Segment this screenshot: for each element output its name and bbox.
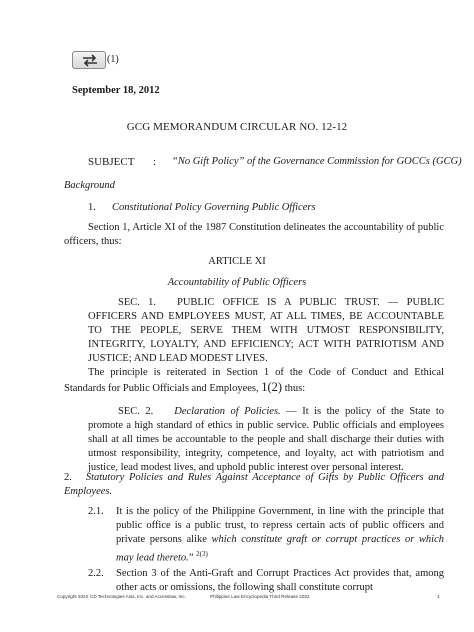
item-2-1-number: 2.1. (88, 506, 104, 517)
footnote-link-2[interactable]: 1(2) (261, 380, 283, 394)
item-2-2 (88, 567, 444, 595)
paragraph-2-tail: thus: (282, 383, 306, 394)
footnote-link-3[interactable]: 2(3) (196, 550, 208, 558)
article-subheading: Accountability of Public Officers (167, 277, 307, 288)
sec-2-quote (88, 405, 444, 475)
footer-page-number: 1 (437, 594, 440, 599)
paragraph-2 (64, 366, 444, 396)
swap-button[interactable] (72, 51, 106, 69)
section-1-number: 1. (88, 202, 96, 213)
article-heading: ARTICLE XI (208, 256, 266, 267)
footer-release: Philippine Law Encyclopedia Third Release 2022 (210, 594, 310, 599)
sec-2-title: Declaration of Policies. (174, 406, 281, 417)
subject-label: SUBJECT (88, 156, 135, 168)
item-2-1-body: It is the policy of the Philippine Government, in line with the principle that public office is a public trust, to repress certain acts of public officers and private persons alike (116, 506, 444, 545)
footnote-ref[interactable]: (1) (107, 54, 119, 65)
item-2-2-number: 2.2. (88, 568, 104, 579)
footer-copyright: Copyright 2022 (57, 594, 89, 599)
sec-2-lead: SEC. 2. (118, 406, 175, 417)
paragraph-1: Section 1, Article XI of the 1987 Constitution delineates the accountability of public officers, thus: (64, 222, 444, 247)
memo-title: GCG MEMORANDUM CIRCULAR NO. 12-12 (126, 121, 348, 133)
item-2-1-italic: which constitute graft or corrupt practices or which may lead thereto. (116, 534, 444, 564)
section-2-number: 2. (64, 472, 72, 483)
item-2-1-close-quote: ” (188, 552, 194, 564)
sec-2-body: — It is the policy of the State to promote a high standard of ethics in public service. Public officials and employees shall at all times be accountable to the people and shall discharge their duties with utmost responsibility, integrity, competence, and loyalty, act with patriotism and justice, lead modest lives, and uphold public interest over personal interest. (88, 406, 445, 473)
subject-text: “No Gift Policy” of the Governance Commission for GOCCs (GCG) (172, 156, 462, 167)
swap-arrows-icon (81, 54, 99, 67)
section-2-title: Statutory Policies and Rules Against Acceptance of Gifts by Public Officers and Employees. (64, 472, 444, 497)
paragraph-2-text: The principle is reiterated in Section 1 of the Code of Conduct and Ethical Standards for Public Officials and Employees, (64, 367, 444, 394)
section-1-title: Constitutional Policy Governing Public Officers (112, 202, 316, 213)
sec-1-quote: SEC. 1. PUBLIC OFFICE IS A PUBLIC TRUST. — PUBLIC OFFICERS AND EMPLOYEES MUST, AT ALL TIMES, BE ACCOUNTABLE TO THE PEOPLE, SERVE THEM WITH UTMOST RESPONSIBILITY, INTEGRITY, LOYALTY, AND EFFICIENCY; ACT WITH PATRIOTISM AND JUSTICE; AND LEAD MODEST LIVES. (88, 297, 444, 364)
item-2-2-text: Section 3 of the Anti-Graft and Corrupt Practices Act provides that, among other acts or omissions, the following shall constitute corrupt (116, 568, 444, 593)
subject-colon: : (153, 156, 157, 168)
section-2-heading (64, 471, 444, 499)
background-heading: Background (64, 180, 115, 191)
memo-date: September 18, 2012 (72, 85, 160, 96)
footer-publisher: CD Technologies Asia, Inc. and Accesslaw, Inc. (90, 594, 186, 599)
item-2-1-text (116, 505, 444, 566)
item-2-1 (88, 505, 444, 566)
